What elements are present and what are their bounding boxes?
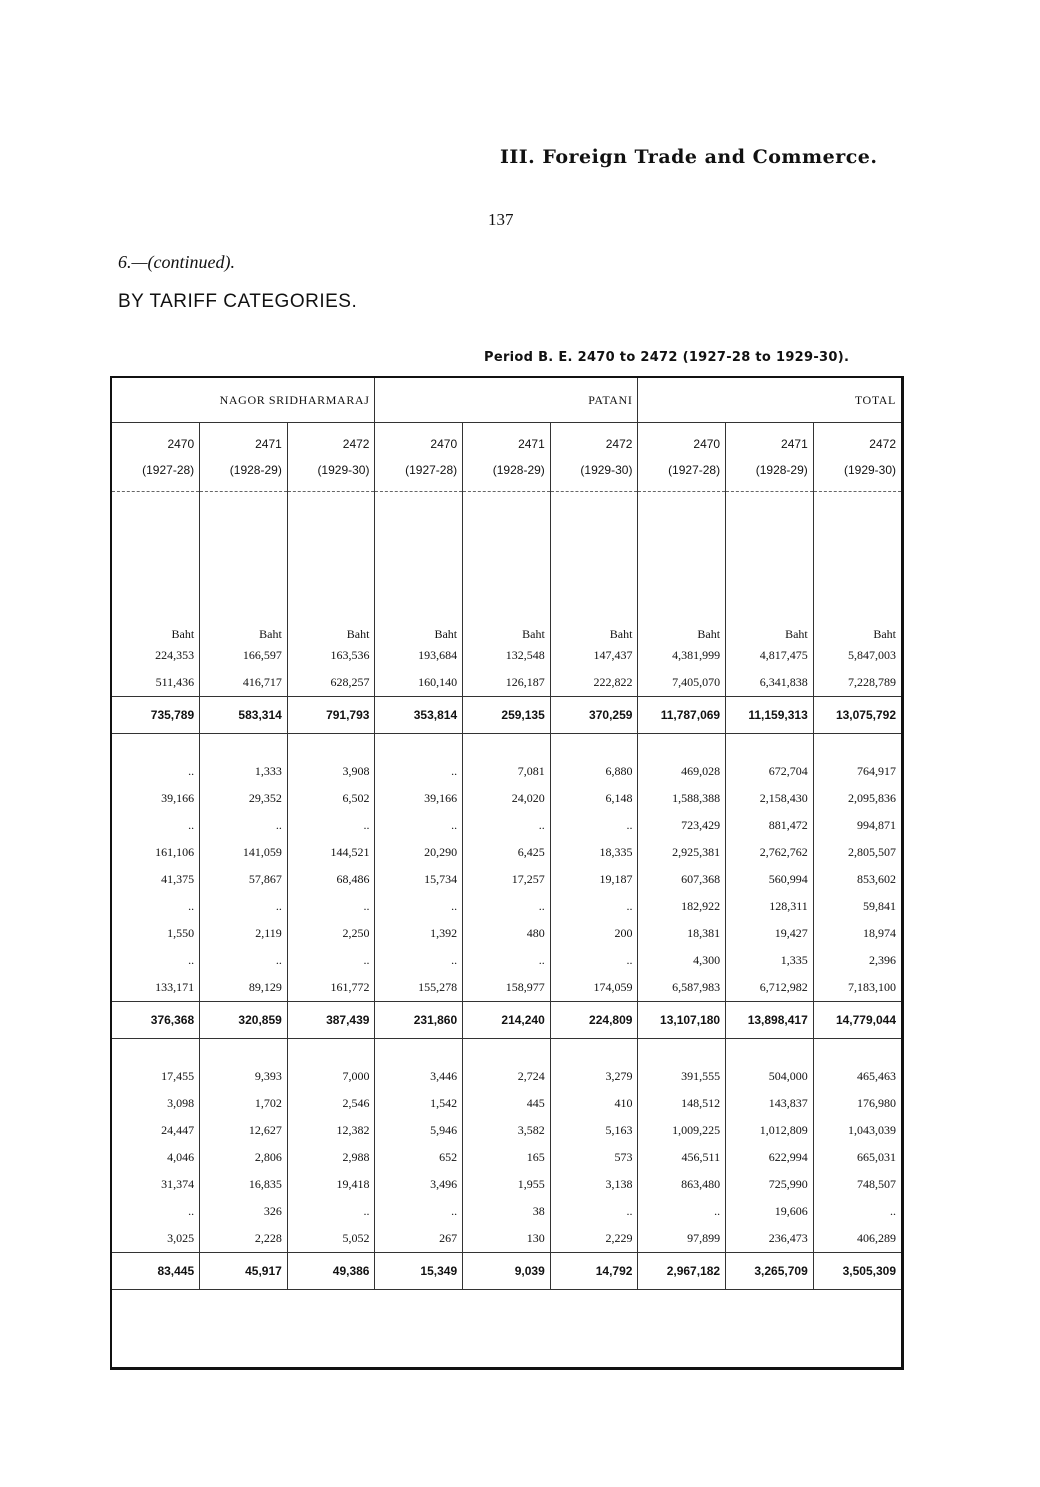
table-cell: 511,436: [155, 675, 195, 689]
year-label: 2471: [255, 437, 282, 451]
table-cell: 59,841: [813, 893, 901, 920]
table-cell: ..: [188, 818, 195, 832]
total-cell: 11,159,313: [726, 697, 814, 734]
year-header-cell: [112, 423, 200, 492]
table-cell: 163,536: [287, 642, 375, 669]
table-cell: 222,822: [550, 669, 638, 697]
table-cell: 24,020: [463, 785, 551, 812]
table-cell: 863,480: [638, 1171, 726, 1198]
table-cell: 652: [375, 1144, 463, 1171]
total-row: [112, 1253, 901, 1290]
table-cell: 853,602: [813, 866, 901, 893]
table-row: [112, 1144, 901, 1171]
table-cell: 160,140: [375, 669, 463, 697]
year-label: 2470: [693, 437, 721, 451]
table-cell: 1,333: [200, 758, 288, 785]
table-row: [112, 642, 901, 669]
spacer-cell: [726, 1039, 814, 1064]
year-header-cell: [463, 423, 551, 492]
table-cell: 97,899: [638, 1225, 726, 1253]
table-cell: 158,977: [463, 974, 551, 1002]
table-cell: 18,381: [638, 920, 726, 947]
table-row: [112, 1171, 901, 1198]
table-cell: 1,392: [375, 920, 463, 947]
total-row: [112, 1002, 901, 1039]
table-cell: 2,805,507: [813, 839, 901, 866]
table-cell: 5,052: [287, 1225, 375, 1253]
table-cell: ..: [375, 1198, 463, 1225]
total-cell: 14,792: [550, 1253, 638, 1290]
spacer-cell: [200, 1039, 288, 1064]
total-cell: 9,039: [463, 1253, 551, 1290]
table-cell: 881,472: [726, 812, 814, 839]
spacer-cell: [375, 734, 463, 759]
table-cell: 126,187: [463, 669, 551, 697]
total-row: [112, 697, 901, 734]
table-row: [112, 974, 901, 1002]
year-label: 2472: [342, 437, 370, 451]
table-cell: 2,250: [287, 920, 375, 947]
total-cell: 370,259: [550, 697, 638, 734]
table-cell: 89,129: [200, 974, 288, 1002]
table-cell: 18,974: [813, 920, 901, 947]
table-cell: 504,000: [726, 1063, 814, 1090]
year-header-cell: [813, 423, 901, 492]
table-cell: 7,405,070: [638, 669, 726, 697]
unit-cell: Baht: [171, 627, 195, 641]
table-cell: 2,925,381: [638, 839, 726, 866]
year-span-label: (1927-28): [142, 463, 195, 477]
group-header-patani: PATANI: [375, 378, 638, 423]
year-label: 2472: [869, 437, 896, 451]
table-cell: 2,158,430: [726, 785, 814, 812]
table-cell: 24,447: [161, 1123, 195, 1137]
unit-cell: Baht: [726, 492, 814, 643]
total-cell: 387,439: [287, 1002, 375, 1039]
table-cell: 2,806: [200, 1144, 288, 1171]
total-cell: 735,789: [112, 697, 200, 734]
table-cell: 39,166: [375, 785, 463, 812]
year-header-cell: [287, 423, 375, 492]
table-cell: 176,980: [813, 1090, 901, 1117]
year-header-row: [112, 423, 901, 492]
table-cell: 2,095,836: [813, 785, 901, 812]
table-cell: ..: [463, 947, 551, 974]
total-cell: 224,809: [550, 1002, 638, 1039]
table-cell: 1,009,225: [638, 1117, 726, 1144]
section-spacer: [112, 734, 901, 759]
table-cell: 3,582: [463, 1117, 551, 1144]
table-cell: ..: [200, 812, 288, 839]
table-row: [112, 866, 901, 893]
table-cell: 6,148: [550, 785, 638, 812]
table-row: [112, 947, 901, 974]
trade-table: [112, 378, 901, 1290]
table-cell: 3,098: [167, 1096, 195, 1110]
table-cell: 12,382: [287, 1117, 375, 1144]
table-cell: 6,712,982: [726, 974, 814, 1002]
table-cell: 2,762,762: [726, 839, 814, 866]
table-row: [112, 669, 901, 697]
table-cell: 2,988: [287, 1144, 375, 1171]
table-cell: 1,043,039: [813, 1117, 901, 1144]
year-header-cell: [638, 423, 726, 492]
table-cell: 7,081: [463, 758, 551, 785]
table-cell: 326: [200, 1198, 288, 1225]
table-cell: 128,311: [726, 893, 814, 920]
categories-heading: BY TARIFF CATEGORIES.: [118, 291, 358, 312]
table-row: [112, 785, 901, 812]
total-cell: 15,349: [375, 1253, 463, 1290]
table-cell: 29,352: [200, 785, 288, 812]
spacer-cell: [726, 734, 814, 759]
table-cell: 456,511: [638, 1144, 726, 1171]
trade-table-frame: [110, 376, 904, 1370]
table-cell: 1,542: [375, 1090, 463, 1117]
table-cell: ..: [375, 812, 463, 839]
table-cell: 133,171: [155, 980, 195, 994]
total-cell: 231,860: [375, 1002, 463, 1039]
table-cell: 12,627: [200, 1117, 288, 1144]
table-cell: 193,684: [375, 642, 463, 669]
table-cell: 236,473: [726, 1225, 814, 1253]
year-header-cell: [375, 423, 463, 492]
unit-cell: Baht: [287, 492, 375, 643]
table-cell: 143,837: [726, 1090, 814, 1117]
total-cell: 353,814: [375, 697, 463, 734]
table-cell: 31,374: [161, 1177, 195, 1191]
table-cell: 994,871: [813, 812, 901, 839]
table-cell: ..: [638, 1198, 726, 1225]
table-cell: 764,917: [813, 758, 901, 785]
table-cell: 19,187: [550, 866, 638, 893]
table-cell: ..: [375, 758, 463, 785]
unit-cell: Baht: [550, 492, 638, 643]
table-row: [112, 893, 901, 920]
table-row: [112, 1063, 901, 1090]
table-cell: 2,119: [200, 920, 288, 947]
continued-label: 6.—(continued).: [118, 252, 235, 272]
year-header-cell: [550, 423, 638, 492]
table-cell: 182,922: [638, 893, 726, 920]
table-cell: 6,502: [287, 785, 375, 812]
unit-cell: Baht: [813, 492, 901, 643]
page-number: 137: [488, 210, 514, 229]
spacer-cell: [638, 1039, 726, 1064]
total-cell: 83,445: [112, 1253, 200, 1290]
table-cell: 165: [463, 1144, 551, 1171]
total-cell: 13,075,792: [813, 697, 901, 734]
spacer-cell: [550, 1039, 638, 1064]
table-cell: ..: [813, 1198, 901, 1225]
table-cell: ..: [188, 1204, 195, 1218]
table-cell: 19,418: [287, 1171, 375, 1198]
table-cell: 1,955: [463, 1171, 551, 1198]
table-cell: 19,606: [726, 1198, 814, 1225]
table-cell: 406,289: [813, 1225, 901, 1253]
table-cell: 20,290: [375, 839, 463, 866]
table-cell: ..: [188, 764, 195, 778]
table-cell: ..: [550, 812, 638, 839]
table-cell: 573: [550, 1144, 638, 1171]
table-cell: 1,012,809: [726, 1117, 814, 1144]
year-header-cell: [726, 423, 814, 492]
table-cell: 672,704: [726, 758, 814, 785]
unit-cell: Baht: [375, 492, 463, 643]
table-cell: 2,229: [550, 1225, 638, 1253]
year-span-label: (1927-28): [405, 463, 458, 477]
table-cell: 155,278: [375, 974, 463, 1002]
table-cell: 1,550: [167, 926, 195, 940]
total-cell: 2,967,182: [638, 1253, 726, 1290]
group-header-row: [112, 378, 901, 423]
year-span-label: (1928-29): [229, 463, 282, 477]
table-cell: ..: [463, 893, 551, 920]
table-row: [112, 839, 901, 866]
table-cell: ..: [550, 947, 638, 974]
total-cell: 13,107,180: [638, 1002, 726, 1039]
table-cell: ..: [188, 899, 195, 913]
unit-cell: Baht: [638, 492, 726, 643]
table-row: [112, 1198, 901, 1225]
total-cell: 583,314: [200, 697, 288, 734]
table-cell: 6,341,838: [726, 669, 814, 697]
spacer-cell: [638, 734, 726, 759]
table-cell: 560,994: [726, 866, 814, 893]
table-cell: ..: [287, 1198, 375, 1225]
spacer-cell: [813, 1039, 901, 1064]
table-cell: 2,228: [200, 1225, 288, 1253]
table-cell: 147,437: [550, 642, 638, 669]
table-row: [112, 812, 901, 839]
group-header-nagor: NAGOR SRIDHARMARAJ: [112, 378, 375, 423]
table-cell: 166,597: [200, 642, 288, 669]
table-cell: 6,880: [550, 758, 638, 785]
year-header-cell: [200, 423, 288, 492]
table-cell: 19,427: [726, 920, 814, 947]
year-label: 2472: [605, 437, 633, 451]
table-cell: 41,375: [161, 872, 195, 886]
table-cell: ..: [550, 893, 638, 920]
table-row: [112, 758, 901, 785]
table-cell: 161,772: [287, 974, 375, 1002]
spacer-cell: [287, 734, 375, 759]
table-body: [112, 492, 901, 1290]
spacer-cell: [287, 1039, 375, 1064]
table-cell: ..: [375, 893, 463, 920]
table-cell: 4,817,475: [726, 642, 814, 669]
table-cell: 4,046: [167, 1150, 195, 1164]
table-cell: 68,486: [287, 866, 375, 893]
spacer-cell: [463, 734, 551, 759]
table-cell: 224,353: [155, 648, 195, 662]
total-cell: 214,240: [463, 1002, 551, 1039]
table-cell: 17,257: [463, 866, 551, 893]
table-cell: 5,163: [550, 1117, 638, 1144]
total-cell: 11,787,069: [638, 697, 726, 734]
total-cell: 14,779,044: [813, 1002, 901, 1039]
year-span-label: (1928-29): [755, 463, 808, 477]
table-cell: 5,847,003: [813, 642, 901, 669]
table-cell: 480: [463, 920, 551, 947]
year-label: 2470: [430, 437, 458, 451]
table-cell: 130: [463, 1225, 551, 1253]
year-span-label: (1929-30): [843, 463, 896, 477]
table-cell: 144,521: [287, 839, 375, 866]
total-cell: 3,505,309: [813, 1253, 901, 1290]
total-cell: 259,135: [463, 697, 551, 734]
spacer-cell: [375, 1039, 463, 1064]
table-cell: 622,994: [726, 1144, 814, 1171]
table-cell: 445: [463, 1090, 551, 1117]
table-cell: 5,946: [375, 1117, 463, 1144]
year-span-label: (1927-28): [668, 463, 721, 477]
period-caption: Period B. E. 2470 to 2472 (1927-28 to 1929-30).: [484, 350, 850, 365]
table-cell: 607,368: [638, 866, 726, 893]
table-cell: ..: [287, 812, 375, 839]
table-cell: 416,717: [200, 669, 288, 697]
total-cell: 320,859: [200, 1002, 288, 1039]
table-cell: 1,588,388: [638, 785, 726, 812]
table-cell: 3,496: [375, 1171, 463, 1198]
spacer-cell: [813, 734, 901, 759]
year-label: 2471: [781, 437, 808, 451]
table-cell: 2,396: [813, 947, 901, 974]
table-cell: 17,455: [161, 1069, 195, 1083]
table-cell: 725,990: [726, 1171, 814, 1198]
table-cell: 6,425: [463, 839, 551, 866]
table-cell: 465,463: [813, 1063, 901, 1090]
table-cell: 15,734: [375, 866, 463, 893]
table-cell: ..: [188, 953, 195, 967]
total-cell: 49,386: [287, 1253, 375, 1290]
table-cell: 410: [550, 1090, 638, 1117]
table-cell: 2,724: [463, 1063, 551, 1090]
group-header-total: TOTAL: [638, 378, 901, 423]
table-row: [112, 1225, 901, 1253]
table-cell: 1,335: [726, 947, 814, 974]
spacer-cell: [200, 734, 288, 759]
year-label: 2471: [518, 437, 545, 451]
year-label: 2470: [167, 437, 195, 451]
table-cell: 1,702: [200, 1090, 288, 1117]
table-cell: 148,512: [638, 1090, 726, 1117]
unit-cell: Baht: [200, 492, 288, 643]
section-spacer: [112, 1039, 901, 1064]
table-cell: 200: [550, 920, 638, 947]
table-cell: 267: [375, 1225, 463, 1253]
table-cell: ..: [200, 947, 288, 974]
year-span-label: (1928-29): [492, 463, 545, 477]
total-cell: 376,368: [112, 1002, 200, 1039]
table-cell: 2,546: [287, 1090, 375, 1117]
table-cell: 469,028: [638, 758, 726, 785]
year-span-label: (1929-30): [580, 463, 633, 477]
table-row: [112, 1117, 901, 1144]
year-span-label: (1929-30): [317, 463, 370, 477]
unit-row: [112, 492, 901, 643]
table-cell: ..: [463, 812, 551, 839]
table-cell: 665,031: [813, 1144, 901, 1171]
spacer-cell: [112, 1039, 200, 1064]
table-row: [112, 1090, 901, 1117]
table-cell: 3,446: [375, 1063, 463, 1090]
table-cell: 3,138: [550, 1171, 638, 1198]
table-cell: 39,166: [161, 791, 195, 805]
table-cell: ..: [375, 947, 463, 974]
table-cell: 4,300: [638, 947, 726, 974]
unit-cell: Baht: [463, 492, 551, 643]
table-cell: 723,429: [638, 812, 726, 839]
table-cell: ..: [200, 893, 288, 920]
table-cell: ..: [550, 1198, 638, 1225]
table-cell: 9,393: [200, 1063, 288, 1090]
table-cell: 7,228,789: [813, 669, 901, 697]
table-cell: 391,555: [638, 1063, 726, 1090]
table-cell: 3,025: [167, 1231, 195, 1245]
table-cell: ..: [287, 893, 375, 920]
table-cell: 4,381,999: [638, 642, 726, 669]
table-cell: 3,908: [287, 758, 375, 785]
spacer-cell: [550, 734, 638, 759]
table-cell: 18,335: [550, 839, 638, 866]
table-cell: 6,587,983: [638, 974, 726, 1002]
table-cell: 748,507: [813, 1171, 901, 1198]
table-cell: 3,279: [550, 1063, 638, 1090]
table-cell: 7,000: [287, 1063, 375, 1090]
total-cell: 3,265,709: [726, 1253, 814, 1290]
table-row: [112, 920, 901, 947]
table-cell: 38: [463, 1198, 551, 1225]
total-cell: 45,917: [200, 1253, 288, 1290]
spacer-cell: [112, 734, 200, 759]
table-cell: 141,059: [200, 839, 288, 866]
section-title: III. Foreign Trade and Commerce.: [500, 146, 878, 168]
table-cell: 174,059: [550, 974, 638, 1002]
total-cell: 791,793: [287, 697, 375, 734]
table-cell: 161,106: [155, 845, 195, 859]
table-cell: 16,835: [200, 1171, 288, 1198]
table-cell: ..: [287, 947, 375, 974]
total-cell: 13,898,417: [726, 1002, 814, 1039]
table-cell: 57,867: [200, 866, 288, 893]
spacer-cell: [463, 1039, 551, 1064]
table-cell: 7,183,100: [813, 974, 901, 1002]
table-cell: 628,257: [287, 669, 375, 697]
table-cell: 132,548: [463, 642, 551, 669]
